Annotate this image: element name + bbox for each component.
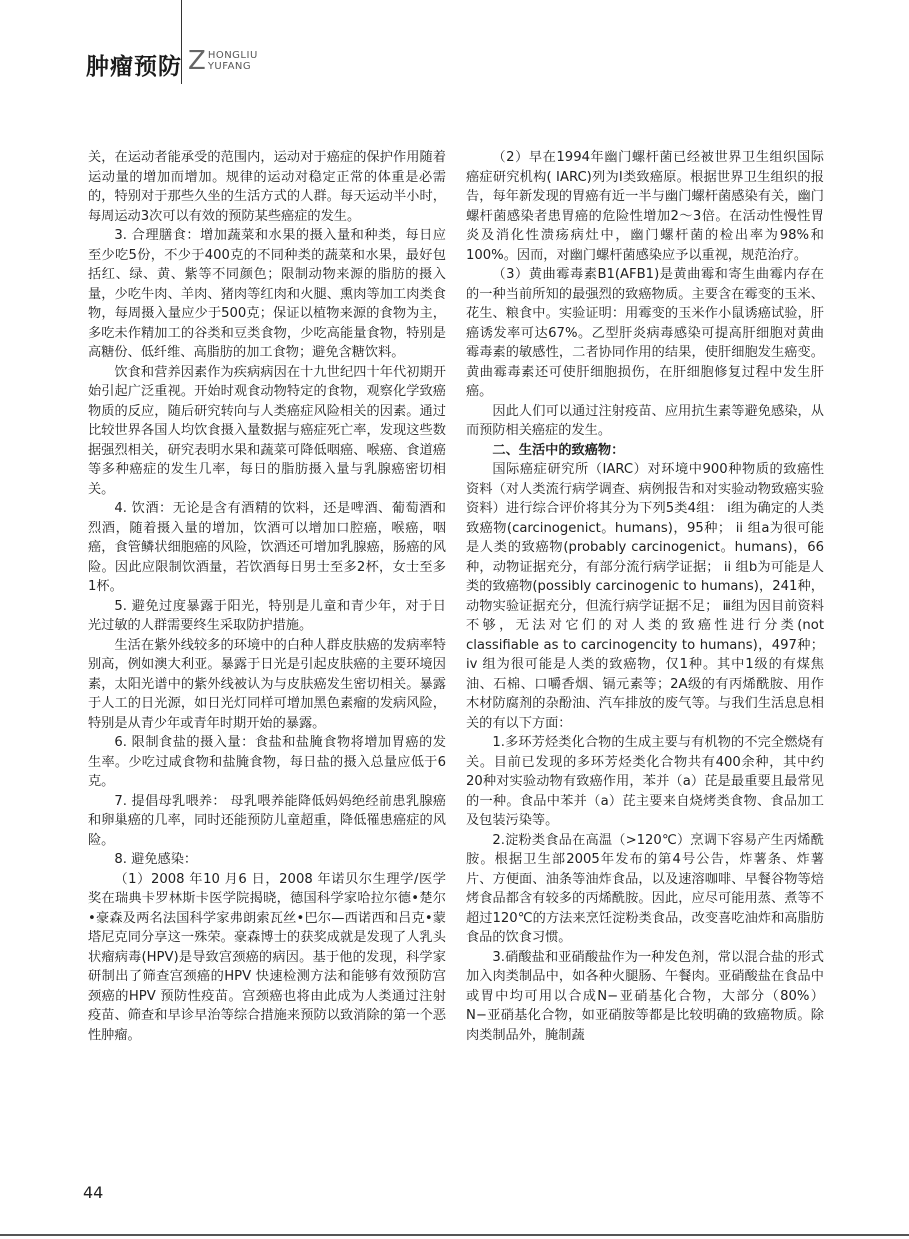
paragraph: 关，在运动者能承受的范围内，运动对于癌症的保护作用随着运动量的增加而增加。规律的运动对稳定正常的体重是必需的，特别对于那些久坐的生活方式的人群。每天运动半小时，每周运动3次可以有效的预防某些癌症的发生。 [88, 150, 446, 224]
journal-title-en-line1: HONGLIU [207, 50, 258, 61]
paragraph: 4. 饮酒：无论是含有酒精的饮料，还是啤酒、葡萄酒和烈酒，随着摄入量的增加，饮酒可以增加口腔癌，喉癌，咽癌，食管鳞状细胞癌的风险，饮酒还可增加乳腺癌，肠癌的风险。因此应限制饮酒量，若饮酒每日男士至多2杯，女士至多1杯。 [88, 501, 446, 594]
paragraph: （1）2008 年10 月6 日，2008 年诺贝尔生理学/医学奖在瑞典卡罗林斯卡医学院揭晓，德国科学家哈拉尔德•楚尔•豪森及两名法国科学家弗朗索瓦丝•巴尔—西诺西和吕克•蒙塔尼克同分享这一殊荣。豪森博士的获奖成就是发现了人乳头状瘤病毒(HPV)是导致宫颈癌的病因。基于他的发现，科学家研制出了筛查宫颈癌的HPV 快速检测方法和能够有效预防宫颈癌的HPV 预防性疫苗。宫颈癌也将由此成为人类通过注射疫苗、筛查和早诊早治等综合措施来预防以致消除的第一个恶性肿瘤。 [88, 871, 446, 1043]
paragraph: 2.淀粉类食品在高温（>120℃）烹调下容易产生丙烯酰胺。根据卫生部2005年发布的第4号公告，炸薯条、炸薯片、方便面、油条等油炸食品，以及速溶咖啡、早餐谷物等焙烤食品都含有较多的丙烯酰胺。因此，应尽可能用蒸、煮等不超过120℃的方法来烹饪淀粉类食品，改变喜吃油炸和高脂肪食品的饮食习惯。 [466, 832, 824, 945]
journal-title-en-lines [208, 50, 258, 72]
paragraph: 6. 限制食盐的摄入量：食盐和盐腌食物将增加胃癌的发生率。少吃过咸食物和盐腌食物，每日盐的摄入总量应低于6克。 [88, 735, 446, 789]
journal-title-en [188, 46, 258, 76]
paragraph: （2）早在1994年幽门螺杆菌已经被世界卫生组织国际癌症研究机构( IARC)列为Ⅰ类致癌原。根据世界卫生组织的报告，每年新发现的胃癌有近一半与幽门螺杆菌感染有关，幽门螺杆菌感染者患胃癌的危险性增加2～3倍。在活动性慢性胃炎及消化性溃疡病灶中，幽门螺杆菌的检出率为98%和100%。因而，对幽门螺杆菌感染应予以重视，规范治疗。 [466, 150, 824, 263]
footer-divider [0, 1234, 909, 1236]
paragraph: 1.多环芳烃类化合物的生成主要与有机物的不完全燃烧有关。目前已发现的多环芳烃类化合物共有400余种，其中约20种对实验动物有致癌作用，苯并（a）芘是最重要且最常见的一种。食品中苯并（a）芘主要来自烧烤类食物、食品加工及包装污染等。 [466, 735, 824, 828]
journal-title-en-initial: Z [188, 46, 206, 76]
paragraph: 国际癌症研究所（IARC）对环境中900种物质的致癌性资料（对人类流行病学调查、病例报告和对实验动物致癌实验资料）进行综合评价将其分为下列5类4组： i组为确定的人类致癌物(carcinogenict。humans)，95种； ii 组a为很可能是人类的致癌物(probably carcinogenict。humans)，66种，动物证据充分，有部分流行病学证据； ii 组b为可能是人类的致癌物(possibly carcinogenic to humans)，241种，动物实验证据充分，但流行病学证据不足； ⅲ组为因目前资料不够，无法对它们的对人类的致癌性进行分类(not classifiable as to carcinogencity to humans)，497种； iv 组为很可能是人类的致癌物，仅1种。其中1级的有煤焦油、石棉、口嚼香烟、镉元素等；2A级的有丙烯酰胺、用作木材防腐剂的杂酚油、汽车排放的废气等。与我们生活息息相关的有以下方面： [466, 462, 824, 731]
paragraph: 3.硝酸盐和亚硝酸盐作为一种发色剂，常以混合盐的形式加入肉类制品中，如各种火腿肠、午餐肉。亚硝酸盐在食品中或胃中均可用以合成N−亚硝基化合物，大部分（80%）N−亚硝基化合物，如亚硝胺等都是比较明确的致癌物质。除肉类制品外，腌制蔬 [466, 949, 824, 1043]
page-number: 44 [83, 1183, 104, 1202]
left-column [88, 148, 446, 1045]
paragraph: （3）黄曲霉毒素B1(AFB1)是黄曲霉和寄生曲霉内存在的一种当前所知的最强烈的致癌物质。主要含在霉变的玉米、花生、粮食中。实验证明：用霉变的玉米作小鼠诱癌试验，肝癌诱发率可达67%。乙型肝炎病毒感染可提高肝细胞对黄曲霉毒素的敏感性，二者协同作用的结果，使肝细胞发生癌变。黄曲霉毒素还可使肝细胞损伤，在肝细胞修复过程中发生肝癌。 [466, 267, 824, 399]
paragraph: 8. 避免感染： [114, 852, 198, 867]
right-column [466, 148, 824, 1045]
section-heading: 二、生活中的致癌物： [492, 442, 625, 458]
paragraph: 生活在紫外线较多的环境中的白种人群皮肤癌的发病率特别高，例如澳大利亚。暴露于日光是引起皮肤癌的主要环境因素，太阳光谱中的紫外线被认为与皮肤癌发生密切相关。暴露于人工的日光源，如日光灯同样可增加黑色素瘤的发病风险，特别是从青少年或青年时期开始的暴露。 [88, 637, 446, 731]
paragraph: 7. 提倡母乳喂养： 母乳喂养能降低妈妈绝经前患乳腺癌和卵巢癌的几率，同时还能预防儿童超重，降低罹患癌症的风险。 [88, 793, 446, 848]
paragraph: 3. 合理膳食：增加蔬菜和水果的摄入量和种类，每日应至少吃5份，不少于400克的不同种类的蔬菜和水果，最好包括红、绿、黄、紫等不同颜色；限制动物来源的脂肪的摄入量，少吃牛肉、羊肉、猪肉等红肉和火腿、熏肉等加工肉类食物，每周摄入量应少于500克；保证以植物来源的食物为主，多吃未作精加工的谷类和豆类食物，少吃高能量食物，特别是高糖份、低纤维、高脂肪的加工食物；避免含糖饮料。 [88, 228, 446, 360]
journal-title-cn: 肿瘤预防 [86, 54, 182, 80]
journal-title-en-line2: YUFANG [207, 61, 252, 72]
paragraph: 饮食和营养因素作为疾病病因在十九世纪四十年代初期开始引起广泛重视。开始时观食动物特定的食物，观察化学致癌物质的反应，随后研究转向与人类癌症风险相关的因素。通过比较世界各国人均饮食摄入量数据与癌症死亡率，发现这些数据强烈相关，研究表明水果和蔬菜可降低咽癌、喉癌、食道癌等多种癌症的发生几率，每日的脂肪摄入量与乳腺癌密切相关。 [88, 364, 446, 497]
paragraph: 因此人们可以通过注射疫苗、应用抗生素等避免感染，从而预防相关癌症的发生。 [466, 403, 824, 438]
paragraph: 5. 避免过度暴露于阳光，特别是儿童和青少年，对于日光过敏的人群需要终生采取防护措施。 [88, 598, 446, 633]
